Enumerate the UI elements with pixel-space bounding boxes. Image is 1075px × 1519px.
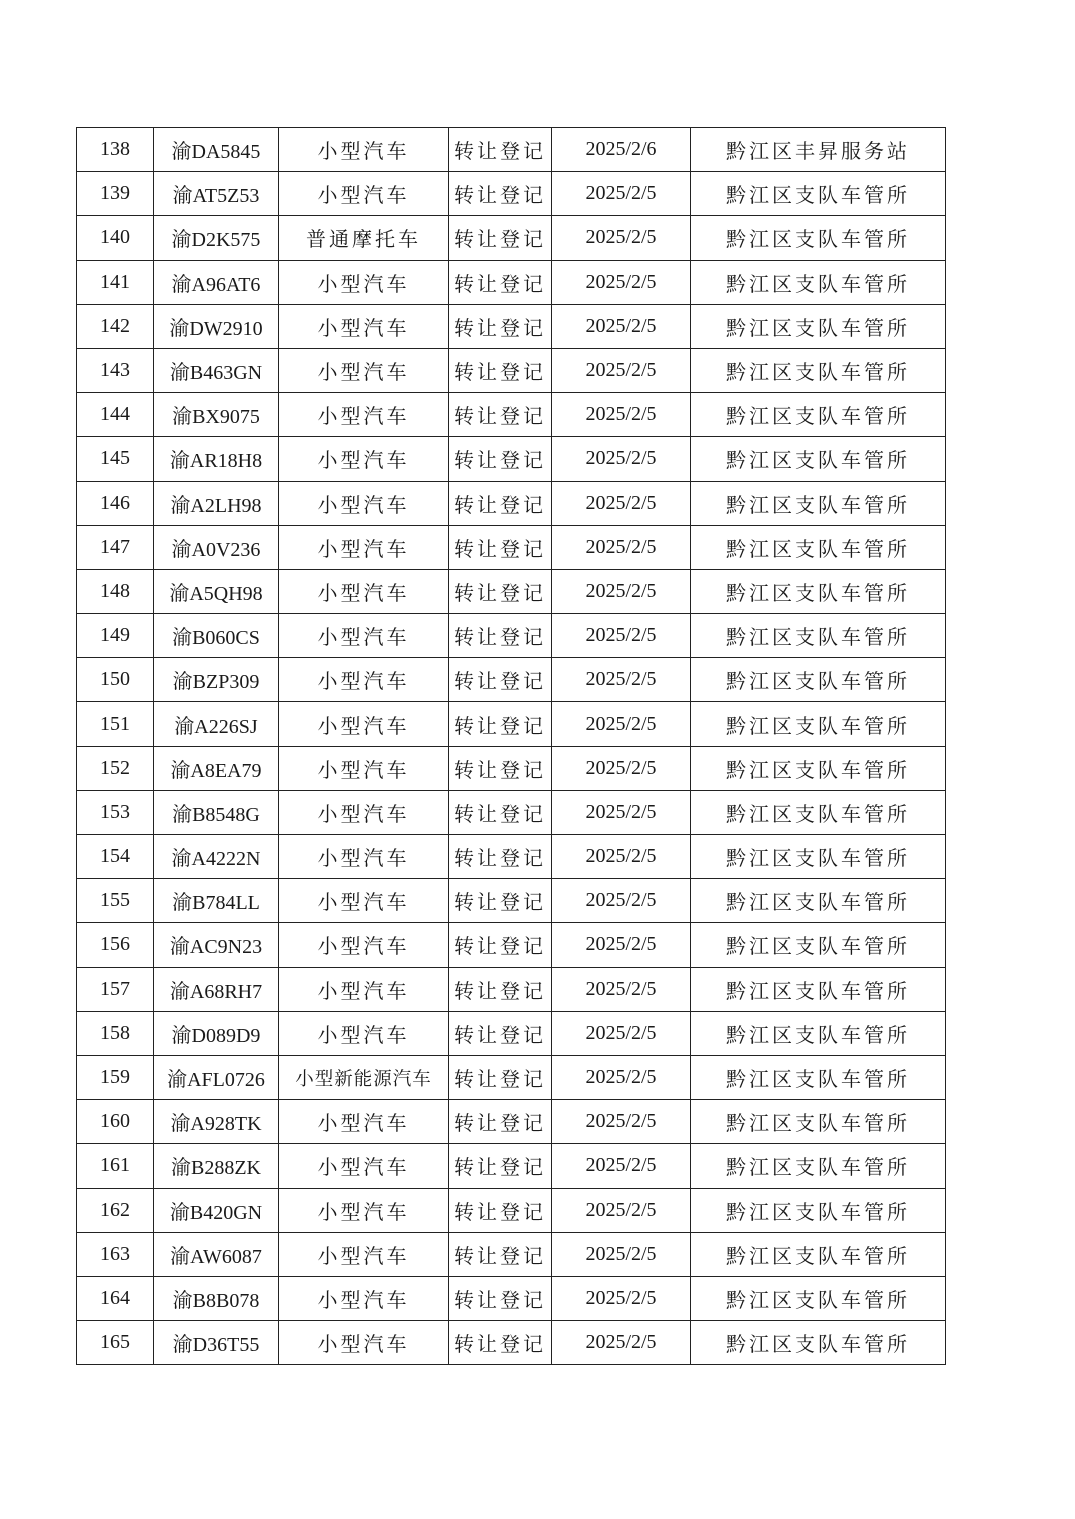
row-number-cell: 148 [77,569,154,613]
row-number-cell: 157 [77,967,154,1011]
row-number-cell: 160 [77,1100,154,1144]
plate-number-cell: 渝A4222N [154,835,279,879]
date-cell: 2025/2/5 [552,658,691,702]
table-row [77,128,946,172]
office-cell: 黔江区支队车管所 [691,967,946,1011]
row-number-cell: 143 [77,348,154,392]
office-cell: 黔江区支队车管所 [691,1144,946,1188]
plate-number-cell: 渝D089D9 [154,1011,279,1055]
row-number-cell: 138 [77,128,154,172]
date-cell: 2025/2/5 [552,1144,691,1188]
business-type-cell: 转让登记 [449,967,552,1011]
plate-number-cell: 渝B8548G [154,790,279,834]
table-row [77,569,946,613]
plate-number-cell: 渝A96AT6 [154,260,279,304]
plate-number-cell: 渝A928TK [154,1100,279,1144]
date-cell: 2025/2/5 [552,702,691,746]
table-row [77,1232,946,1276]
row-number-cell: 161 [77,1144,154,1188]
vehicle-type-cell: 小型汽车 [279,923,449,967]
office-cell: 黔江区支队车管所 [691,923,946,967]
row-number-cell: 150 [77,658,154,702]
row-number-cell: 142 [77,304,154,348]
date-cell: 2025/2/5 [552,1276,691,1320]
office-cell: 黔江区支队车管所 [691,614,946,658]
vehicle-type-cell: 小型汽车 [279,746,449,790]
table-row [77,1100,946,1144]
date-cell: 2025/2/5 [552,1232,691,1276]
table-row [77,1321,946,1365]
plate-number-cell: 渝A226SJ [154,702,279,746]
table-row [77,614,946,658]
office-cell: 黔江区支队车管所 [691,481,946,525]
date-cell: 2025/2/5 [552,1011,691,1055]
plate-number-cell: 渝AW6087 [154,1232,279,1276]
business-type-cell: 转让登记 [449,1055,552,1099]
date-cell: 2025/2/6 [552,128,691,172]
vehicle-type-cell: 小型汽车 [279,393,449,437]
vehicle-type-cell: 小型汽车 [279,1321,449,1365]
date-cell: 2025/2/5 [552,879,691,923]
business-type-cell: 转让登记 [449,790,552,834]
office-cell: 黔江区支队车管所 [691,260,946,304]
office-cell: 黔江区支队车管所 [691,216,946,260]
table-row [77,1011,946,1055]
vehicle-type-cell: 普通摩托车 [279,216,449,260]
vehicle-type-cell: 小型汽车 [279,1232,449,1276]
office-cell: 黔江区丰昇服务站 [691,128,946,172]
plate-number-cell: 渝BZP309 [154,658,279,702]
business-type-cell: 转让登记 [449,1188,552,1232]
date-cell: 2025/2/5 [552,525,691,569]
vehicle-type-cell: 小型新能源汽车 [279,1055,449,1099]
row-number-cell: 154 [77,835,154,879]
vehicle-type-cell: 小型汽车 [279,1276,449,1320]
vehicle-type-cell: 小型汽车 [279,790,449,834]
date-cell: 2025/2/5 [552,923,691,967]
vehicle-type-cell: 小型汽车 [279,172,449,216]
row-number-cell: 164 [77,1276,154,1320]
business-type-cell: 转让登记 [449,1144,552,1188]
vehicle-type-cell: 小型汽车 [279,835,449,879]
office-cell: 黔江区支队车管所 [691,790,946,834]
vehicle-type-cell: 小型汽车 [279,569,449,613]
date-cell: 2025/2/5 [552,569,691,613]
office-cell: 黔江区支队车管所 [691,304,946,348]
office-cell: 黔江区支队车管所 [691,569,946,613]
table-row [77,437,946,481]
business-type-cell: 转让登记 [449,879,552,923]
office-cell: 黔江区支队车管所 [691,437,946,481]
plate-number-cell: 渝AC9N23 [154,923,279,967]
plate-number-cell: 渝B420GN [154,1188,279,1232]
date-cell: 2025/2/5 [552,790,691,834]
business-type-cell: 转让登记 [449,614,552,658]
office-cell: 黔江区支队车管所 [691,348,946,392]
table-row [77,172,946,216]
business-type-cell: 转让登记 [449,746,552,790]
office-cell: 黔江区支队车管所 [691,1055,946,1099]
plate-number-cell: 渝A8EA79 [154,746,279,790]
plate-number-cell: 渝AFL0726 [154,1055,279,1099]
vehicle-type-cell: 小型汽车 [279,525,449,569]
plate-number-cell: 渝D2K575 [154,216,279,260]
row-number-cell: 162 [77,1188,154,1232]
table-row [77,1276,946,1320]
table-row [77,879,946,923]
date-cell: 2025/2/5 [552,1055,691,1099]
plate-number-cell: 渝DW2910 [154,304,279,348]
plate-number-cell: 渝AT5Z53 [154,172,279,216]
business-type-cell: 转让登记 [449,1321,552,1365]
plate-number-cell: 渝DA5845 [154,128,279,172]
vehicle-type-cell: 小型汽车 [279,128,449,172]
table-row [77,790,946,834]
row-number-cell: 144 [77,393,154,437]
office-cell: 黔江区支队车管所 [691,393,946,437]
vehicle-type-cell: 小型汽车 [279,1011,449,1055]
row-number-cell: 151 [77,702,154,746]
table-row [77,1055,946,1099]
table-row [77,835,946,879]
plate-number-cell: 渝A0V236 [154,525,279,569]
date-cell: 2025/2/5 [552,1100,691,1144]
vehicle-type-cell: 小型汽车 [279,437,449,481]
row-number-cell: 158 [77,1011,154,1055]
office-cell: 黔江区支队车管所 [691,879,946,923]
row-number-cell: 149 [77,614,154,658]
office-cell: 黔江区支队车管所 [691,835,946,879]
office-cell: 黔江区支队车管所 [691,746,946,790]
vehicle-type-cell: 小型汽车 [279,658,449,702]
business-type-cell: 转让登记 [449,1276,552,1320]
plate-number-cell: 渝A5QH98 [154,569,279,613]
business-type-cell: 转让登记 [449,128,552,172]
row-number-cell: 152 [77,746,154,790]
row-number-cell: 145 [77,437,154,481]
table-row [77,348,946,392]
vehicle-type-cell: 小型汽车 [279,967,449,1011]
plate-number-cell: 渝B8B078 [154,1276,279,1320]
row-number-cell: 153 [77,790,154,834]
plate-number-cell: 渝B060CS [154,614,279,658]
row-number-cell: 140 [77,216,154,260]
row-number-cell: 141 [77,260,154,304]
table-row [77,1188,946,1232]
date-cell: 2025/2/5 [552,967,691,1011]
business-type-cell: 转让登记 [449,569,552,613]
office-cell: 黔江区支队车管所 [691,1276,946,1320]
row-number-cell: 156 [77,923,154,967]
business-type-cell: 转让登记 [449,172,552,216]
plate-number-cell: 渝B784LL [154,879,279,923]
table-row [77,481,946,525]
date-cell: 2025/2/5 [552,348,691,392]
business-type-cell: 转让登记 [449,525,552,569]
business-type-cell: 转让登记 [449,481,552,525]
date-cell: 2025/2/5 [552,260,691,304]
plate-number-cell: 渝B463GN [154,348,279,392]
table-row [77,1144,946,1188]
date-cell: 2025/2/5 [552,835,691,879]
vehicle-type-cell: 小型汽车 [279,879,449,923]
vehicle-type-cell: 小型汽车 [279,614,449,658]
plate-number-cell: 渝BX9075 [154,393,279,437]
business-type-cell: 转让登记 [449,216,552,260]
office-cell: 黔江区支队车管所 [691,658,946,702]
table-row [77,658,946,702]
vehicle-type-cell: 小型汽车 [279,702,449,746]
plate-number-cell: 渝D36T55 [154,1321,279,1365]
date-cell: 2025/2/5 [552,481,691,525]
business-type-cell: 转让登记 [449,437,552,481]
business-type-cell: 转让登记 [449,348,552,392]
business-type-cell: 转让登记 [449,1011,552,1055]
row-number-cell: 147 [77,525,154,569]
plate-number-cell: 渝AR18H8 [154,437,279,481]
office-cell: 黔江区支队车管所 [691,1232,946,1276]
vehicle-type-cell: 小型汽车 [279,1188,449,1232]
vehicle-type-cell: 小型汽车 [279,481,449,525]
business-type-cell: 转让登记 [449,702,552,746]
date-cell: 2025/2/5 [552,216,691,260]
date-cell: 2025/2/5 [552,393,691,437]
table-row [77,923,946,967]
business-type-cell: 转让登记 [449,304,552,348]
table-row [77,304,946,348]
business-type-cell: 转让登记 [449,1100,552,1144]
office-cell: 黔江区支队车管所 [691,172,946,216]
date-cell: 2025/2/5 [552,746,691,790]
business-type-cell: 转让登记 [449,658,552,702]
business-type-cell: 转让登记 [449,835,552,879]
date-cell: 2025/2/5 [552,1188,691,1232]
row-number-cell: 165 [77,1321,154,1365]
office-cell: 黔江区支队车管所 [691,702,946,746]
vehicle-type-cell: 小型汽车 [279,304,449,348]
office-cell: 黔江区支队车管所 [691,1188,946,1232]
table-row [77,260,946,304]
date-cell: 2025/2/5 [552,1321,691,1365]
office-cell: 黔江区支队车管所 [691,1011,946,1055]
row-number-cell: 139 [77,172,154,216]
vehicle-transfer-table [76,127,946,1365]
plate-number-cell: 渝A68RH7 [154,967,279,1011]
vehicle-type-cell: 小型汽车 [279,1144,449,1188]
table-row [77,525,946,569]
table-row [77,967,946,1011]
date-cell: 2025/2/5 [552,614,691,658]
table-row [77,746,946,790]
business-type-cell: 转让登记 [449,393,552,437]
office-cell: 黔江区支队车管所 [691,1321,946,1365]
date-cell: 2025/2/5 [552,304,691,348]
plate-number-cell: 渝A2LH98 [154,481,279,525]
date-cell: 2025/2/5 [552,437,691,481]
row-number-cell: 146 [77,481,154,525]
office-cell: 黔江区支队车管所 [691,525,946,569]
date-cell: 2025/2/5 [552,172,691,216]
office-cell: 黔江区支队车管所 [691,1100,946,1144]
table-row [77,702,946,746]
vehicle-type-cell: 小型汽车 [279,1100,449,1144]
row-number-cell: 159 [77,1055,154,1099]
business-type-cell: 转让登记 [449,260,552,304]
vehicle-type-cell: 小型汽车 [279,348,449,392]
table-body [77,128,946,1365]
plate-number-cell: 渝B288ZK [154,1144,279,1188]
row-number-cell: 163 [77,1232,154,1276]
business-type-cell: 转让登记 [449,1232,552,1276]
table-row [77,393,946,437]
vehicle-type-cell: 小型汽车 [279,260,449,304]
row-number-cell: 155 [77,879,154,923]
business-type-cell: 转让登记 [449,923,552,967]
table-row [77,216,946,260]
